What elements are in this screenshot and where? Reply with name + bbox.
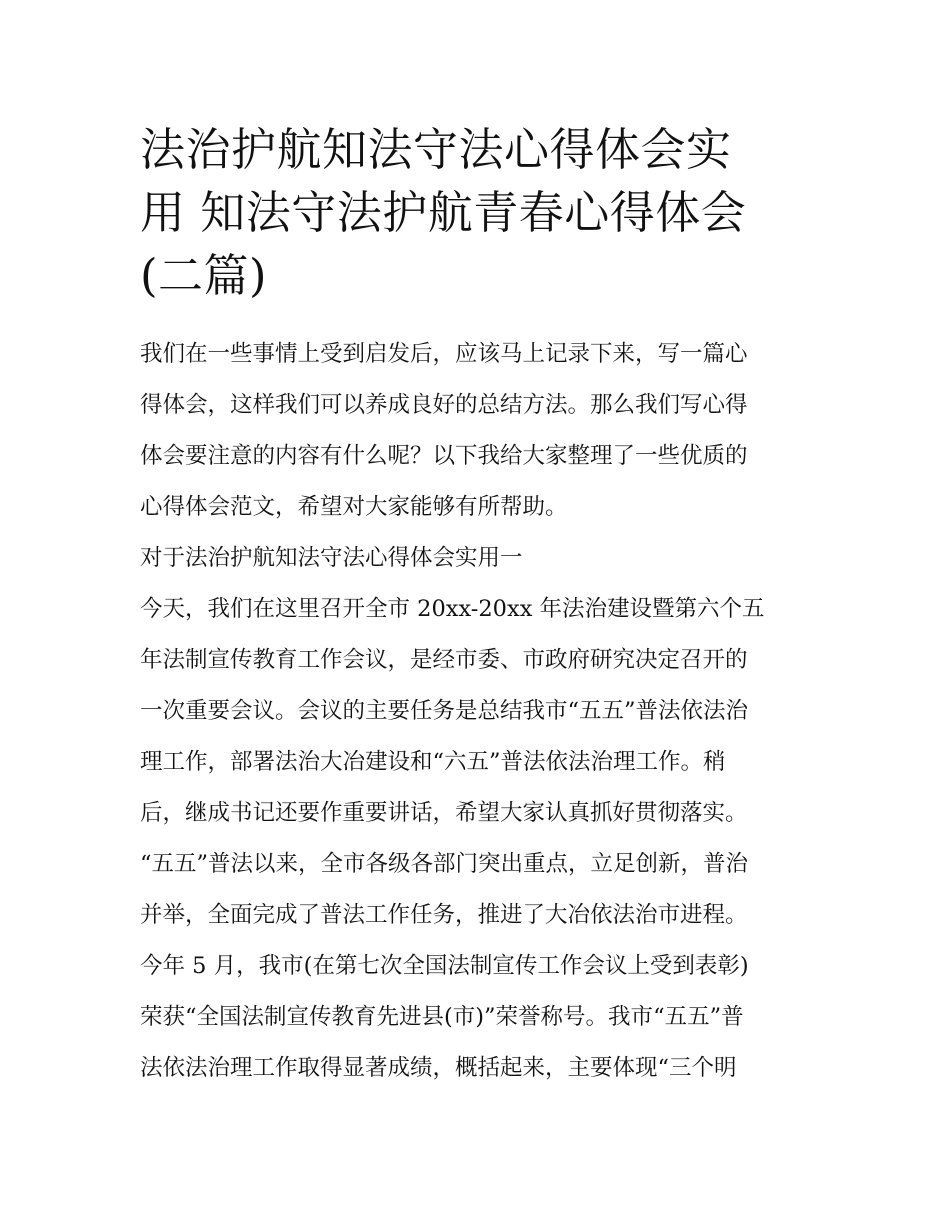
section-heading: 对于法治护航知法守法心得体会实用一 — [140, 545, 523, 571]
text-line: 后，继成书记还要作重要讲话，希望大家认真抓好贯彻落实。 — [140, 800, 748, 826]
document-title — [140, 118, 812, 307]
text-line: 并举，全面完成了普法工作任务，推进了大冶依法治市进程。 — [140, 902, 748, 928]
text-line: 心得体会范文，希望对大家能够有所帮助。 — [140, 494, 568, 520]
text-line: 理工作，部署法治大冶建设和“六五”普法依法治理工作。稍 — [140, 749, 726, 775]
text-line: 我们在一些事情上受到启发后，应该马上记录下来，写一篇心 — [140, 341, 748, 367]
text-line: 年法制宣传教育工作会议，是经市委、市政府研究决定召开的 — [140, 647, 748, 673]
title-line: (二篇) — [140, 249, 268, 302]
document-content — [140, 118, 812, 1094]
text-line: 今年 5 月，我市(在第七次全国法制宣传工作会议上受到表彰) — [140, 953, 749, 979]
text-line: 法依法治理工作取得显著成绩，概括起来，主要体现“三个明 — [140, 1055, 737, 1081]
title-line: 用 知法守法护航青春心得体会 — [140, 186, 747, 239]
text-line: 一次重要会议。会议的主要任务是总结我市“五五”普法依法治 — [140, 698, 749, 724]
title-line: 法治护航知法守法心得体会实 — [140, 123, 732, 176]
text-line: 今天，我们在这里召开全市 20xx-20xx 年法治建设暨第六个五 — [140, 596, 765, 622]
body-paragraph — [140, 584, 812, 1094]
text-line: 荣获“全国法制宣传教育先进县(市)”荣誉称号。我市“五五”普 — [140, 1004, 744, 1030]
text-line: 体会要注意的内容有什么呢？以下我给大家整理了一些优质的 — [140, 443, 748, 469]
document-body — [140, 329, 812, 1094]
intro-paragraph — [140, 329, 812, 533]
text-line: “五五”普法以来，全市各级各部门突出重点，立足创新，普治 — [140, 851, 749, 877]
text-line: 得体会，这样我们可以养成良好的总结方法。那么我们写心得 — [140, 392, 748, 418]
